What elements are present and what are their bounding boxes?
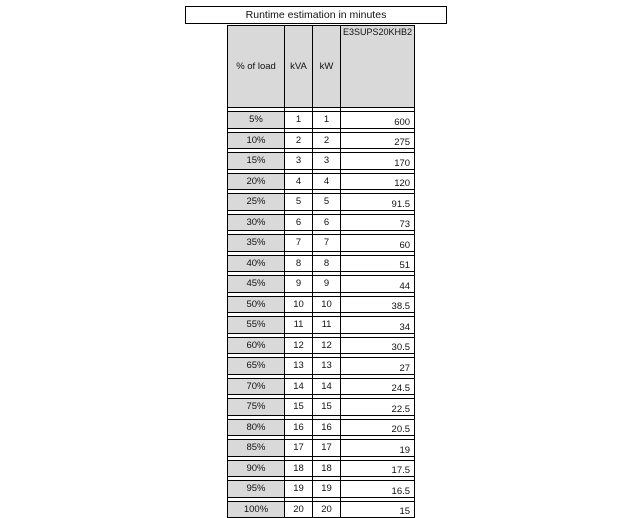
runtime-cell: 275 bbox=[341, 132, 415, 149]
kva-cell: 8 bbox=[285, 255, 313, 272]
table-row bbox=[228, 112, 415, 129]
kw-cell: 11 bbox=[313, 317, 341, 334]
table-row bbox=[228, 419, 415, 436]
kva-cell: 19 bbox=[285, 481, 313, 498]
table-row bbox=[228, 235, 415, 252]
table-row bbox=[228, 194, 415, 211]
kva-cell: 15 bbox=[285, 399, 313, 416]
kva-cell: 11 bbox=[285, 317, 313, 334]
table-row bbox=[228, 296, 415, 313]
table-row bbox=[228, 276, 415, 293]
kw-cell: 1 bbox=[313, 112, 341, 129]
kw-cell: 12 bbox=[313, 337, 341, 354]
runtime-cell: 44 bbox=[341, 276, 415, 293]
runtime-cell: 91.5 bbox=[341, 194, 415, 211]
load-cell: 10% bbox=[228, 132, 285, 149]
table-row bbox=[228, 153, 415, 170]
load-cell: 25% bbox=[228, 194, 285, 211]
load-cell: 65% bbox=[228, 358, 285, 375]
table-row bbox=[228, 399, 415, 416]
kva-cell: 1 bbox=[285, 112, 313, 129]
load-cell: 75% bbox=[228, 399, 285, 416]
kw-cell: 8 bbox=[313, 255, 341, 272]
runtime-cell: 73 bbox=[341, 214, 415, 231]
kva-cell: 17 bbox=[285, 440, 313, 457]
kva-cell: 12 bbox=[285, 337, 313, 354]
kw-cell: 15 bbox=[313, 399, 341, 416]
header-kva: kVA bbox=[285, 26, 313, 108]
table-row bbox=[228, 337, 415, 354]
runtime-cell: 15 bbox=[341, 501, 415, 518]
load-cell: 70% bbox=[228, 378, 285, 395]
kva-cell: 9 bbox=[285, 276, 313, 293]
header-load: % of load bbox=[228, 26, 285, 108]
runtime-cell: 20.5 bbox=[341, 419, 415, 436]
load-cell: 100% bbox=[228, 501, 285, 518]
table-row bbox=[228, 378, 415, 395]
runtime-cell: 22.5 bbox=[341, 399, 415, 416]
runtime-cell: 60 bbox=[341, 235, 415, 252]
runtime-cell: 120 bbox=[341, 173, 415, 190]
kw-cell: 14 bbox=[313, 378, 341, 395]
runtime-cell: 27 bbox=[341, 358, 415, 375]
table-row bbox=[228, 317, 415, 334]
kw-cell: 4 bbox=[313, 173, 341, 190]
runtime-cell: 170 bbox=[341, 153, 415, 170]
header-model: E3SUPS20KHB2 bbox=[341, 26, 415, 108]
kva-cell: 14 bbox=[285, 378, 313, 395]
runtime-cell: 24.5 bbox=[341, 378, 415, 395]
runtime-table bbox=[227, 25, 415, 518]
runtime-cell: 34 bbox=[341, 317, 415, 334]
kva-cell: 7 bbox=[285, 235, 313, 252]
kw-cell: 6 bbox=[313, 214, 341, 231]
table-row bbox=[228, 173, 415, 190]
kw-cell: 16 bbox=[313, 419, 341, 436]
kw-cell: 17 bbox=[313, 440, 341, 457]
table-row bbox=[228, 358, 415, 375]
load-cell: 30% bbox=[228, 214, 285, 231]
table-row bbox=[228, 501, 415, 518]
kw-cell: 13 bbox=[313, 358, 341, 375]
load-cell: 95% bbox=[228, 481, 285, 498]
kva-cell: 20 bbox=[285, 501, 313, 518]
kva-cell: 10 bbox=[285, 296, 313, 313]
kw-cell: 7 bbox=[313, 235, 341, 252]
table-row bbox=[228, 214, 415, 231]
load-cell: 15% bbox=[228, 153, 285, 170]
kw-cell: 10 bbox=[313, 296, 341, 313]
load-cell: 90% bbox=[228, 460, 285, 477]
kw-cell: 18 bbox=[313, 460, 341, 477]
kw-cell: 9 bbox=[313, 276, 341, 293]
kw-cell: 20 bbox=[313, 501, 341, 518]
kva-cell: 5 bbox=[285, 194, 313, 211]
runtime-cell: 30.5 bbox=[341, 337, 415, 354]
header-kw: kW bbox=[313, 26, 341, 108]
kva-cell: 18 bbox=[285, 460, 313, 477]
load-cell: 50% bbox=[228, 296, 285, 313]
runtime-cell: 51 bbox=[341, 255, 415, 272]
load-cell: 80% bbox=[228, 419, 285, 436]
runtime-cell: 19 bbox=[341, 440, 415, 457]
load-cell: 20% bbox=[228, 173, 285, 190]
kva-cell: 6 bbox=[285, 214, 313, 231]
table-row bbox=[228, 255, 415, 272]
kva-cell: 3 bbox=[285, 153, 313, 170]
table-row bbox=[228, 132, 415, 149]
kw-cell: 2 bbox=[313, 132, 341, 149]
runtime-cell: 38.5 bbox=[341, 296, 415, 313]
kva-cell: 4 bbox=[285, 173, 313, 190]
header-row bbox=[228, 26, 415, 108]
table-title: Runtime estimation in minutes bbox=[185, 6, 447, 24]
load-cell: 85% bbox=[228, 440, 285, 457]
kva-cell: 16 bbox=[285, 419, 313, 436]
table-row bbox=[228, 440, 415, 457]
table-body bbox=[228, 108, 415, 518]
load-cell: 5% bbox=[228, 112, 285, 129]
load-cell: 45% bbox=[228, 276, 285, 293]
runtime-cell: 17.5 bbox=[341, 460, 415, 477]
load-cell: 40% bbox=[228, 255, 285, 272]
kva-cell: 2 bbox=[285, 132, 313, 149]
kva-cell: 13 bbox=[285, 358, 313, 375]
kw-cell: 19 bbox=[313, 481, 341, 498]
load-cell: 55% bbox=[228, 317, 285, 334]
runtime-cell: 16.5 bbox=[341, 481, 415, 498]
load-cell: 35% bbox=[228, 235, 285, 252]
kw-cell: 3 bbox=[313, 153, 341, 170]
table-row bbox=[228, 460, 415, 477]
runtime-cell: 600 bbox=[341, 112, 415, 129]
load-cell: 60% bbox=[228, 337, 285, 354]
kw-cell: 5 bbox=[313, 194, 341, 211]
table-row bbox=[228, 481, 415, 498]
